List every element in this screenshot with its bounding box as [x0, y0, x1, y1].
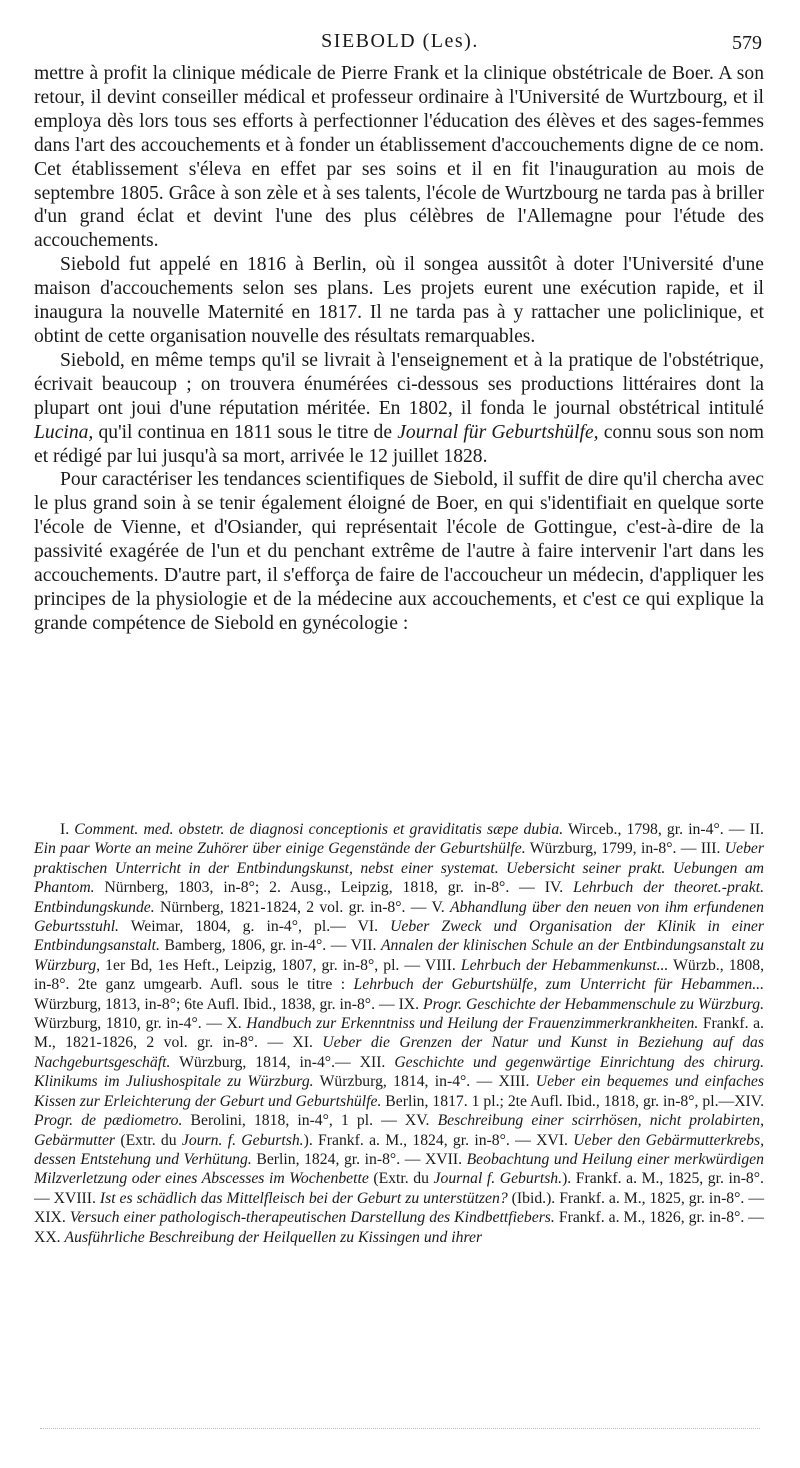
- citation-text: ). Frankf. a. M., 1825, gr. in-8°. — XVIII.: [34, 1170, 764, 1207]
- work-title: Progr. de pædiometro.: [34, 1112, 183, 1130]
- work-title: Journal f. Geburtsh.: [433, 1170, 563, 1188]
- page-header: [34, 30, 766, 60]
- citation-text: Nürnberg, 1821-1824, 2 vol. gr. in-8°. — V.: [154, 898, 450, 916]
- citation-text: Würzburg, 1810, gr. in-4°. — X.: [34, 1015, 247, 1033]
- work-title: Ausführliche Beschreibung der Heilquellen zu Kissingen und ihrer: [64, 1228, 483, 1246]
- work-title: Comment. med. obstetr. de diagnosi conceptionis et graviditatis sæpe dubia.: [74, 821, 564, 838]
- citation-text: Bamberg, 1806, gr. in-4°. — VII.: [159, 937, 381, 955]
- work-title: Geschichte und gegenwärtige Einrichtung des chirurg. Klinikums im Juliushospitale zu Würzburg.: [34, 1053, 764, 1091]
- citation-text: (Extr. du: [368, 1170, 434, 1188]
- work-title: Handbuch zur Erkenntniss und Heilung der Frauenzimmerkrankheiten.: [246, 1015, 699, 1033]
- citation-text: ). Frankf. a. M., 1824, gr. in-8°. — XVI.: [303, 1131, 574, 1149]
- work-title: Annalen der klinischen Schule an der Entbindungsanstalt zu Würzburg,: [34, 937, 764, 974]
- citation-text: Nürnberg, 1803, in-8°; 2. Ausg., Leipzig, 1818, gr. in-8°. — IV.: [94, 879, 574, 897]
- citation-text: Weimar, 1804, g. in-4°, pl.— VI.: [118, 918, 391, 936]
- main-text: [34, 62, 764, 636]
- bibliography-paragraph: [34, 820, 764, 1247]
- page-number: 579: [732, 32, 762, 54]
- citation-text: (Extr. du: [115, 1131, 182, 1149]
- work-title: Versuch einer pathologisch-therapeutischen Darstellung des Kindbettfiebers.: [69, 1209, 555, 1227]
- citation-text: Würzburg, 1813, in-8°; 6te Aufl. Ibid., 1838, gr. in-8°. — IX.: [34, 995, 423, 1013]
- citation-text: Berlin, 1824, gr. in-8°. — XVII.: [251, 1150, 467, 1168]
- work-title: Lehrbuch der theoret.-prakt. Entbindungskunde.: [34, 879, 764, 916]
- citation-text: Berlin, 1817. 1 pl.; 2te Aufl. Ibid., 1818, gr. in-8°, pl.—XIV.: [381, 1092, 765, 1110]
- citation-text: Frankf. a. M., 1826, gr. in-8°. — XX.: [34, 1209, 764, 1246]
- paragraph: [34, 349, 764, 469]
- citation-text: Würzburg, 1799, in-8°. — III.: [525, 840, 725, 858]
- citation-text: Wirceb., 1798, gr. in-4°. — II.: [563, 821, 764, 838]
- citation-text: Würzburg, 1814, in-4°. — XIII.: [313, 1073, 536, 1091]
- citation-text: Würzb., 1808, in-8°. 2te ganz umgearb. Aufl. sous le titre :: [34, 956, 764, 994]
- citation-text: (Ibid.). Frankf. a. M., 1825, gr. in-8°. — XIX.: [34, 1189, 765, 1227]
- citation-text: I.: [60, 821, 75, 838]
- citation-text: Berolini, 1818, in-4°, 1 pl. — XV.: [182, 1112, 438, 1130]
- work-title: Beobachtung und Heilung einer merkwürdigen Milzverletzung oder eines Abscesses im Wochenbette: [34, 1150, 764, 1188]
- work-title: Lehrbuch der Geburtshülfe, zum Unterricht für Hebammen...: [353, 976, 765, 994]
- citation-text: Würzburg, 1814, in-4°.— XII.: [170, 1053, 395, 1071]
- text-run: Siebold, en même temps qu'il se livrait à l'enseignement et à la pratique de l'obstétrique, écrivait beaucoup ; on trouvera énumérées ci-dessous ses productions littéraires dont la plupart ont joui d'une réputation méritée. En 1802, il fonda le journal obstétrical intitulé: [34, 349, 764, 419]
- work-title: Ein paar Worte an meine Zuhörer über einige Gegenstände der Geburtshülfe.: [34, 840, 526, 858]
- work-title: Ueber praktischen Unterricht in der Entbindungskunst, nebst einer systemat. Uebersicht seiner prakt. Uebungen am Phantom.: [34, 840, 765, 897]
- work-title: Journ. f. Geburtsh.: [181, 1131, 304, 1149]
- journal-title-lucina: Lucina,: [34, 421, 94, 443]
- work-title: Abhandlung über den neuen von ihm erfundenen Geburtsstuhl.: [34, 898, 764, 936]
- paragraph: Pour caractériser les tendances scientifiques de Siebold, il suffit de dire qu'il chercha avec le plus grand soin à se tenir également éloigné de Boer, en qui s'identifiait en quelque sorte l'école de Vienne, et d'Osiander, qui représentait l'école de Gottingue, c'est-à-dire de la passivité exagérée de l'un et du penchant extrême de l'autre à faire intervenir l'art dans les accouchements. D'autre part, il s'efforça de faire de l'accoucheur un médecin, d'appliquer les principes de la physiologie et de la médecine aux accouchements, et c'est ce qui explique la grande compétence de Siebold en gynécologie :: [34, 469, 764, 634]
- journal-title-geburtshulfe: Journal für Geburtshülfe,: [397, 421, 599, 443]
- work-title: Lehrbuch der Hebammenkunst...: [460, 956, 669, 974]
- work-title: Ueber Zweck und Organisation der Klinik in einer Entbindungsanstalt.: [34, 918, 764, 955]
- citation-text: Frankf. a. M., 1821-1826, 2 vol. gr. in-8°. — XI.: [34, 1015, 764, 1052]
- work-title: Ueber den Gebärmutterkrebs, dessen Entstehung und Verhütung.: [34, 1131, 764, 1168]
- work-title: Ueber ein bequemes und einfaches Kissen zur Erleichterung der Geburt und Geburtshülfe.: [34, 1073, 764, 1110]
- text-run: connu sous son nom et rédigé par lui jusqu'à sa mort, arrivée le 12 juillet 1828.: [34, 421, 764, 467]
- bottom-divider: [40, 1428, 760, 1429]
- text-run: qu'il continua en 1811 sous le titre de: [93, 421, 398, 443]
- bibliography: [34, 820, 764, 1247]
- work-title: Ueber die Grenzen der Natur und Kunst in Beziehung auf das Nachgeburtsgeschäft.: [34, 1034, 764, 1071]
- work-title: Progr. Geschichte der Hebammenschule zu Würzburg.: [423, 995, 764, 1013]
- paragraph: mettre à profit la clinique médicale de Pierre Frank et la clinique obstétricale de Boer. A son retour, il devint conseiller médical et professeur ordinaire à l'Université de Wurtzbourg, et il employa dès lors tous ses efforts à perfectionner l'éducation des élèves et des sages-femmes dans l'art des accouchements et à fonder un établissement d'accouchements digne de ce nom. Cet établissement s'éleva en effet par ses soins et il en fit l'inauguration au mois de septembre 1805. Grâce à son zèle et à ses talents, l'école de Wurtzbourg ne tarda pas à briller d'un grand éclat et devint l'une des plus célèbres de l'Allemagne pour l'étude des accouchements.: [34, 63, 764, 252]
- work-title: Ist es schädlich das Mittelfleisch bei der Geburt zu unterstützen?: [99, 1189, 508, 1207]
- work-title: Beschreibung einer scirrhösen, nicht prolabirten, Gebärmutter: [34, 1112, 764, 1149]
- running-title: SIEBOLD (Les).: [321, 30, 479, 52]
- citation-text: 1er Bd, 1es Heft., Leipzig, 1807, gr. in-8°, pl. — VIII.: [100, 956, 461, 974]
- paragraph: Siebold fut appelé en 1816 à Berlin, où il songea aussitôt à doter l'Université d'une maison d'accouchements selon ses plans. Les projets eurent une exécution rapide, et il inaugura la nouvelle Maternité en 1817. Il ne tarda pas à y rattacher une policlinique, et obtint de cette organisation nouvelle des résultats remarquables.: [34, 254, 764, 347]
